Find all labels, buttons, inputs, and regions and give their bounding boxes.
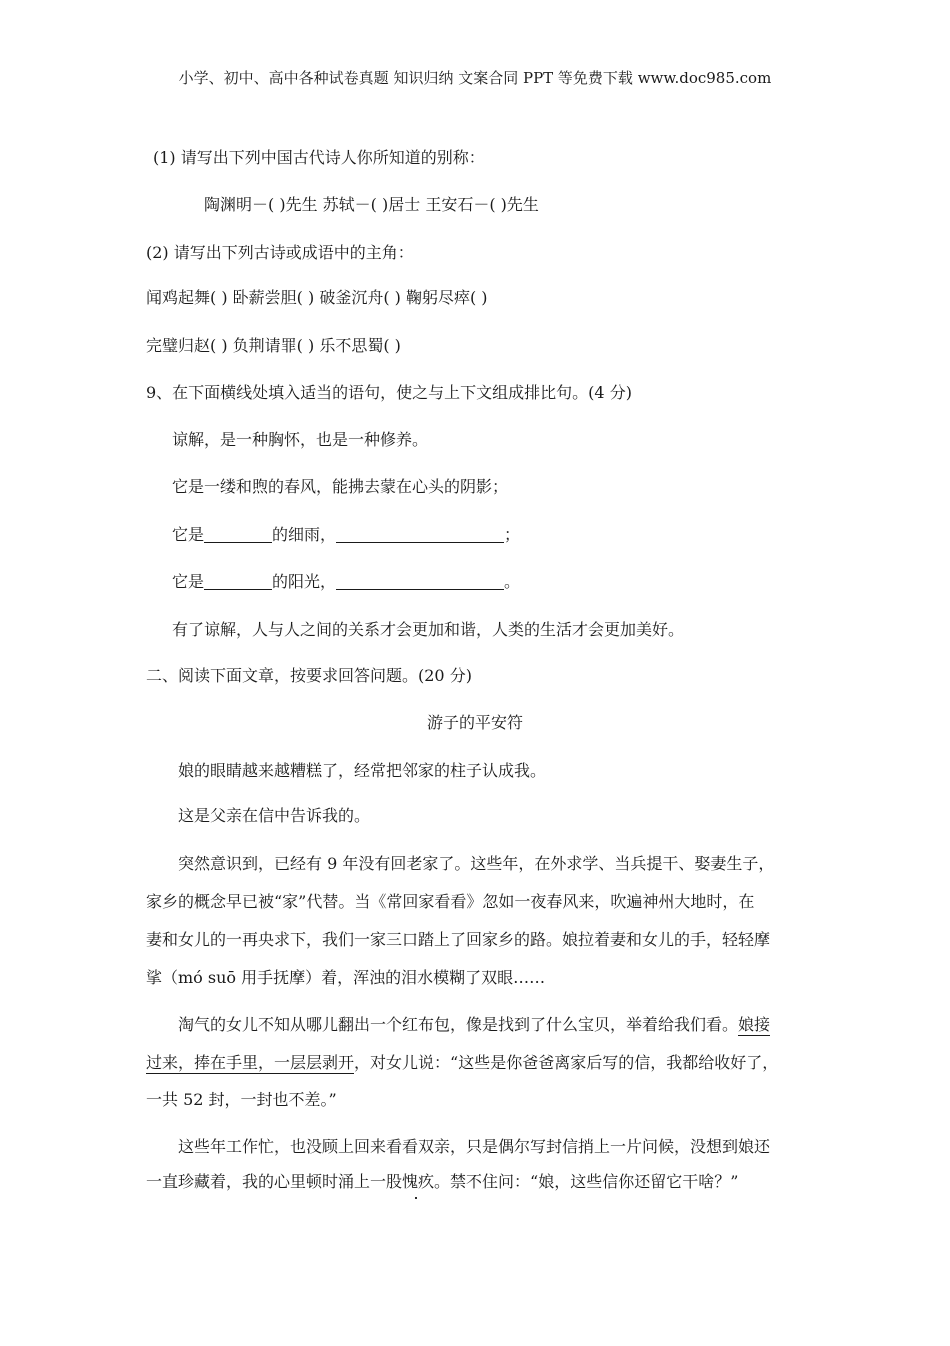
article-p4-line2 — [146, 1053, 778, 1073]
line3-prefix: 它是 — [172, 525, 205, 544]
line3-end: ； — [504, 525, 521, 544]
article-p1: 娘的眼睛越来越糟糕了，经常把邻家的柱子认成我。 — [178, 761, 547, 780]
fill-blank-1[interactable] — [204, 526, 272, 543]
article-title: 游子的平安符 — [426, 713, 523, 732]
question-9-prompt: 9、在下面横线处填入适当的语句，使之与上下文组成排比句。(4 分) — [146, 383, 632, 402]
article-p5-line1: 这些年工作忙，也没顾上回来看看双亲，只是偶尔写封信捎上一片问候，没想到娘还 — [178, 1137, 771, 1156]
line4-end: 。 — [504, 572, 521, 591]
p4-line1-text: 淘气的女儿不知从哪儿翻出一个红布包，像是找到了什么宝贝，举着给我们看。 — [178, 1015, 739, 1034]
article-p3-line1: 突然意识到，已经有 9 年没有回老家了。这些年，在外求学、当兵提干、娶妻生子， — [178, 854, 775, 873]
question-9-line5: 有了谅解，人与人之间的关系才会更加和谐，人类的生活才会更加美好。 — [172, 620, 685, 639]
fill-blank-4[interactable] — [336, 573, 504, 590]
line3-middle: 的细雨， — [272, 525, 337, 544]
question-8-2-row2: 完璧归赵( ) 负荆请罪( ) 乐不思蜀( ) — [146, 336, 401, 355]
fill-blank-3[interactable] — [204, 573, 272, 590]
p5-line2-text-b: 。禁不住问：“娘，这些信你还留它干啥？” — [434, 1172, 739, 1191]
p5-line2-text-a: 一直珍藏着，我的心里顿时涌上一股 — [146, 1172, 403, 1191]
article-p3-line4: 挲（mó suō 用手抚摩）着，浑浊的泪水模糊了双眼…… — [146, 968, 546, 987]
p4-underlined-phrase: 过来，捧在手里，一层层剥开 — [146, 1053, 355, 1072]
p4-underlined-start: 娘接 — [738, 1015, 771, 1034]
question-9-line2: 它是一缕和煦的春风，能拂去蒙在心头的阴影； — [172, 477, 509, 496]
section-2-prompt: 二、阅读下面文章，按要求回答问题。(20 分) — [146, 666, 472, 685]
page-header: 小学、初中、高中各种试卷真题 知识归纳 文案合同 PPT 等免费下载 www.doc985.com — [178, 69, 772, 87]
line4-middle: 的阳光， — [272, 572, 337, 591]
article-p4-line3: 一共 52 封，一封也不差。” — [146, 1090, 337, 1109]
question-8-1-items: 陶渊明－( )先生 苏轼－( )居士 王安石－( )先生 — [204, 195, 539, 214]
question-8-2-prompt: (2) 请写出下列古诗或成语中的主角： — [146, 243, 414, 262]
question-8-2-row1: 闻鸡起舞( ) 卧薪尝胆( ) 破釜沉舟( ) 鞠躬尽瘁( ) — [146, 288, 488, 307]
question-9-line4 — [172, 572, 520, 592]
article-p2: 这是父亲在信中告诉我的。 — [178, 806, 371, 825]
fill-blank-2[interactable] — [336, 526, 504, 543]
p5-emphasized-word: 愧疚 — [402, 1172, 435, 1191]
question-8-1-prompt: (1) 请写出下列中国古代诗人你所知道的别称： — [153, 148, 485, 167]
p4-line2-text: ，对女儿说：“这些是你爸爸离家后写的信，我都给收好了， — [354, 1053, 779, 1072]
article-p4-line1 — [178, 1015, 770, 1035]
article-p3-line2: 家乡的概念早已被“家”代替。当《常回家看看》忽如一夜春风来，吹遍神州大地时，在 — [146, 892, 755, 911]
question-9-line3 — [172, 525, 520, 545]
line4-prefix: 它是 — [172, 572, 205, 591]
article-p5-line2 — [146, 1172, 738, 1192]
article-p3-line3: 妻和女儿的一再央求下，我们一家三口踏上了回家乡的路。娘拉着妻和女儿的手，轻轻摩 — [146, 930, 771, 949]
question-9-line1: 谅解，是一种胸怀，也是一种修养。 — [172, 430, 429, 449]
